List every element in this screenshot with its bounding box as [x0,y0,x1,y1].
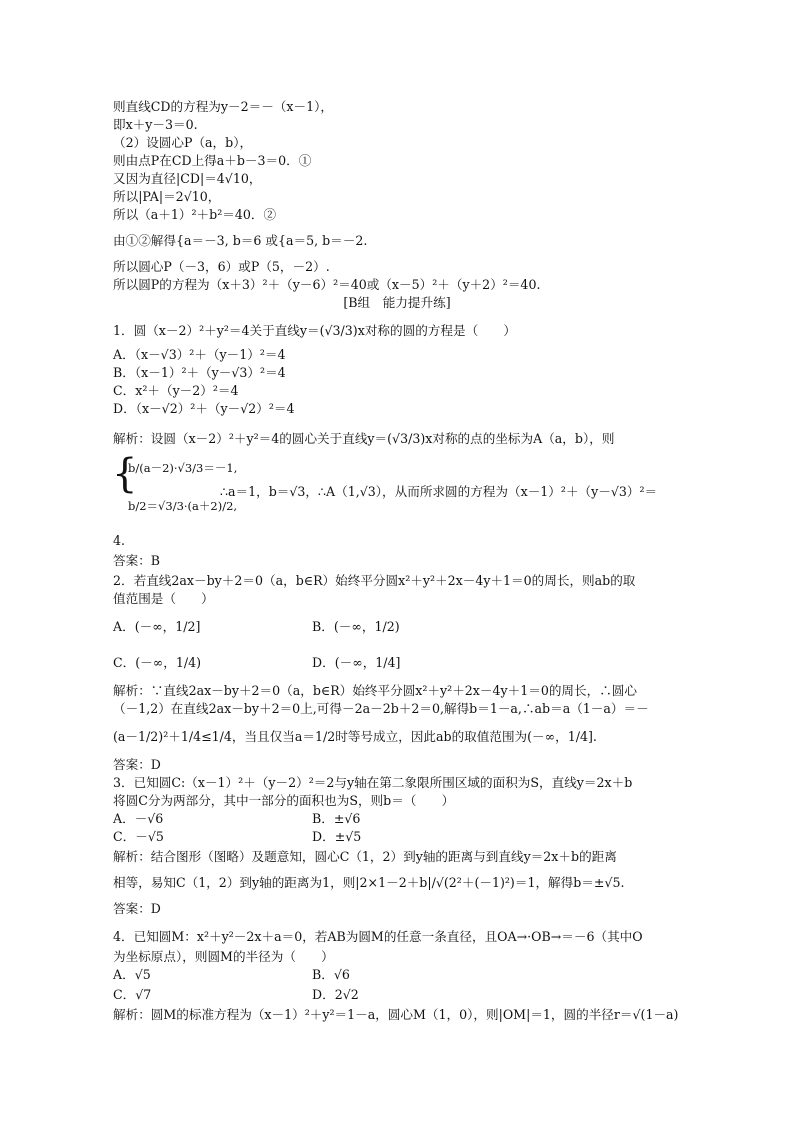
option-b: B．√6 [312,967,350,982]
option-a: A．(－∞，1/2] [113,619,201,634]
question-1: 1．圆（x－2）²＋y²＝4关于直线y＝(√3/3)x对称的圆的方程是（ ） [113,323,516,338]
option-a: A．（x－√3）²＋（y－1）²＝4 [113,347,286,362]
text-line: 则由点P在CD上得a＋b－3＝0．① [113,153,312,168]
text-line: 所以（a＋1）²＋b²＝40．② [113,207,277,222]
text-line: 4. [113,533,126,548]
equation-system-line: 由①②解得{a＝－3, b＝6 或{a＝5, b＝－2. [113,233,368,248]
text-line: 则直线CD的方程为y－2＝－（x－1）， [113,99,333,114]
option-c: C．x²＋（y－2）²＝4 [113,383,239,398]
option-d: D．±√5 [312,829,362,844]
option-c: C．(－∞，1/4) [113,655,202,670]
question-2: 2．若直线2ax－by＋2＝0（a，b∈R）始终平分圆x²＋y²＋2x－4y＋1＝0的周长，则ab的取 [113,573,636,588]
text-line: 所以圆P的方程为（x＋3）²＋（y－6）²＝40或（x－5）²＋（y＋2）²＝40. [113,277,541,292]
answer-line: 答案：D [113,757,161,772]
analysis-line: （－1,2）在直线2ax－by＋2＝0上,可得－2a－2b＋2＝0,解得b＝1－a,∴ab＝a（1－a）＝－ [113,701,649,716]
option-d: D．(－∞，1/4] [312,655,401,670]
text-line: 所以圆心P（－3，6）或P（5，－2）. [113,259,330,274]
option-b: B．(－∞，1/2) [312,619,400,634]
option-c: C．－√5 [113,829,164,844]
analysis-line: (a－1/2)²＋1/4≤1/4，当且仅当a＝1/2时等号成立，因此ab的取值范围为(－∞，1/4]. [113,729,597,744]
text-line: 又因为直径|CD|＝4√10， [113,171,262,186]
section-heading: [B组 能力提升练] [343,295,451,310]
analysis-line: 解析：设圆（x－2）²＋y²＝4的圆心关于直线y＝(√3/3)x对称的点的坐标为A（a，b），则 [113,431,615,446]
analysis-line: ∴a＝1，b＝√3，∴A（1,√3），从而所求圆的方程为（x－1）²＋（y－√3）²＝ [220,484,658,499]
equation-row: b/(a－2)·√3/3＝－1, [128,461,238,475]
text-line: 即x＋y－3＝0. [113,117,198,132]
question-4: 4．已知圆M：x²＋y²－2x＋a＝0，若AB为圆M的任意一条直径，且OA→·OB→＝－6（其中O [113,929,643,944]
answer-line: 答案：D [113,901,161,916]
equation-row: b/2＝√3/3·(a＋2)/2, [128,499,238,513]
text-line: 将圆C分为两部分，其中一部分的面积也为S，则b＝（ ） [113,793,455,808]
answer-line: 答案：B [113,553,161,568]
option-d: D．2√2 [312,987,359,1002]
text-line: 值范围是（ ） [113,591,214,606]
text-line: 为坐标原点），则圆M的半径为（ ） [113,949,334,964]
option-a: A．－√6 [113,811,164,826]
text-line: 所以|PA|＝2√10， [113,189,221,204]
option-a: A．√5 [113,967,151,982]
analysis-line: 解析：∵直线2ax－by＋2＝0（a，b∈R）始终平分圆x²＋y²＋2x－4y＋1＝0的周长，∴圆心 [113,683,637,698]
option-b: B．±√6 [312,811,361,826]
system-brace: { [112,451,138,497]
option-c: C．√7 [113,987,152,1002]
analysis-line: 解析：结合图形（图略）及题意知，圆心C（1，2）到y轴的距离与到直线y＝2x＋b的距离 [113,849,617,864]
question-3: 3．已知圆C:（x－1）²＋（y－2）²＝2与y轴在第二象限所围区域的面积为S，直线y＝2x＋b [113,775,633,790]
text-line: （2）设圆心P（a，b）， [113,135,253,150]
option-b: B．（x－1）²＋（y－√3）²＝4 [113,365,286,380]
option-d: D．（x－√2）²＋（y－√2）²＝4 [113,401,295,416]
analysis-line: 解析：圆M的标准方程为（x－1）²＋y²＝1－a，圆心M（1，0），则|OM|＝1，圆的半径r＝√(1－a) [113,1007,679,1022]
analysis-line: 相等，易知C（1，2）到y轴的距离为1，则|2×1－2＋b|/√(2²＋(－1)²)＝1，解得b＝±√5. [113,875,625,890]
